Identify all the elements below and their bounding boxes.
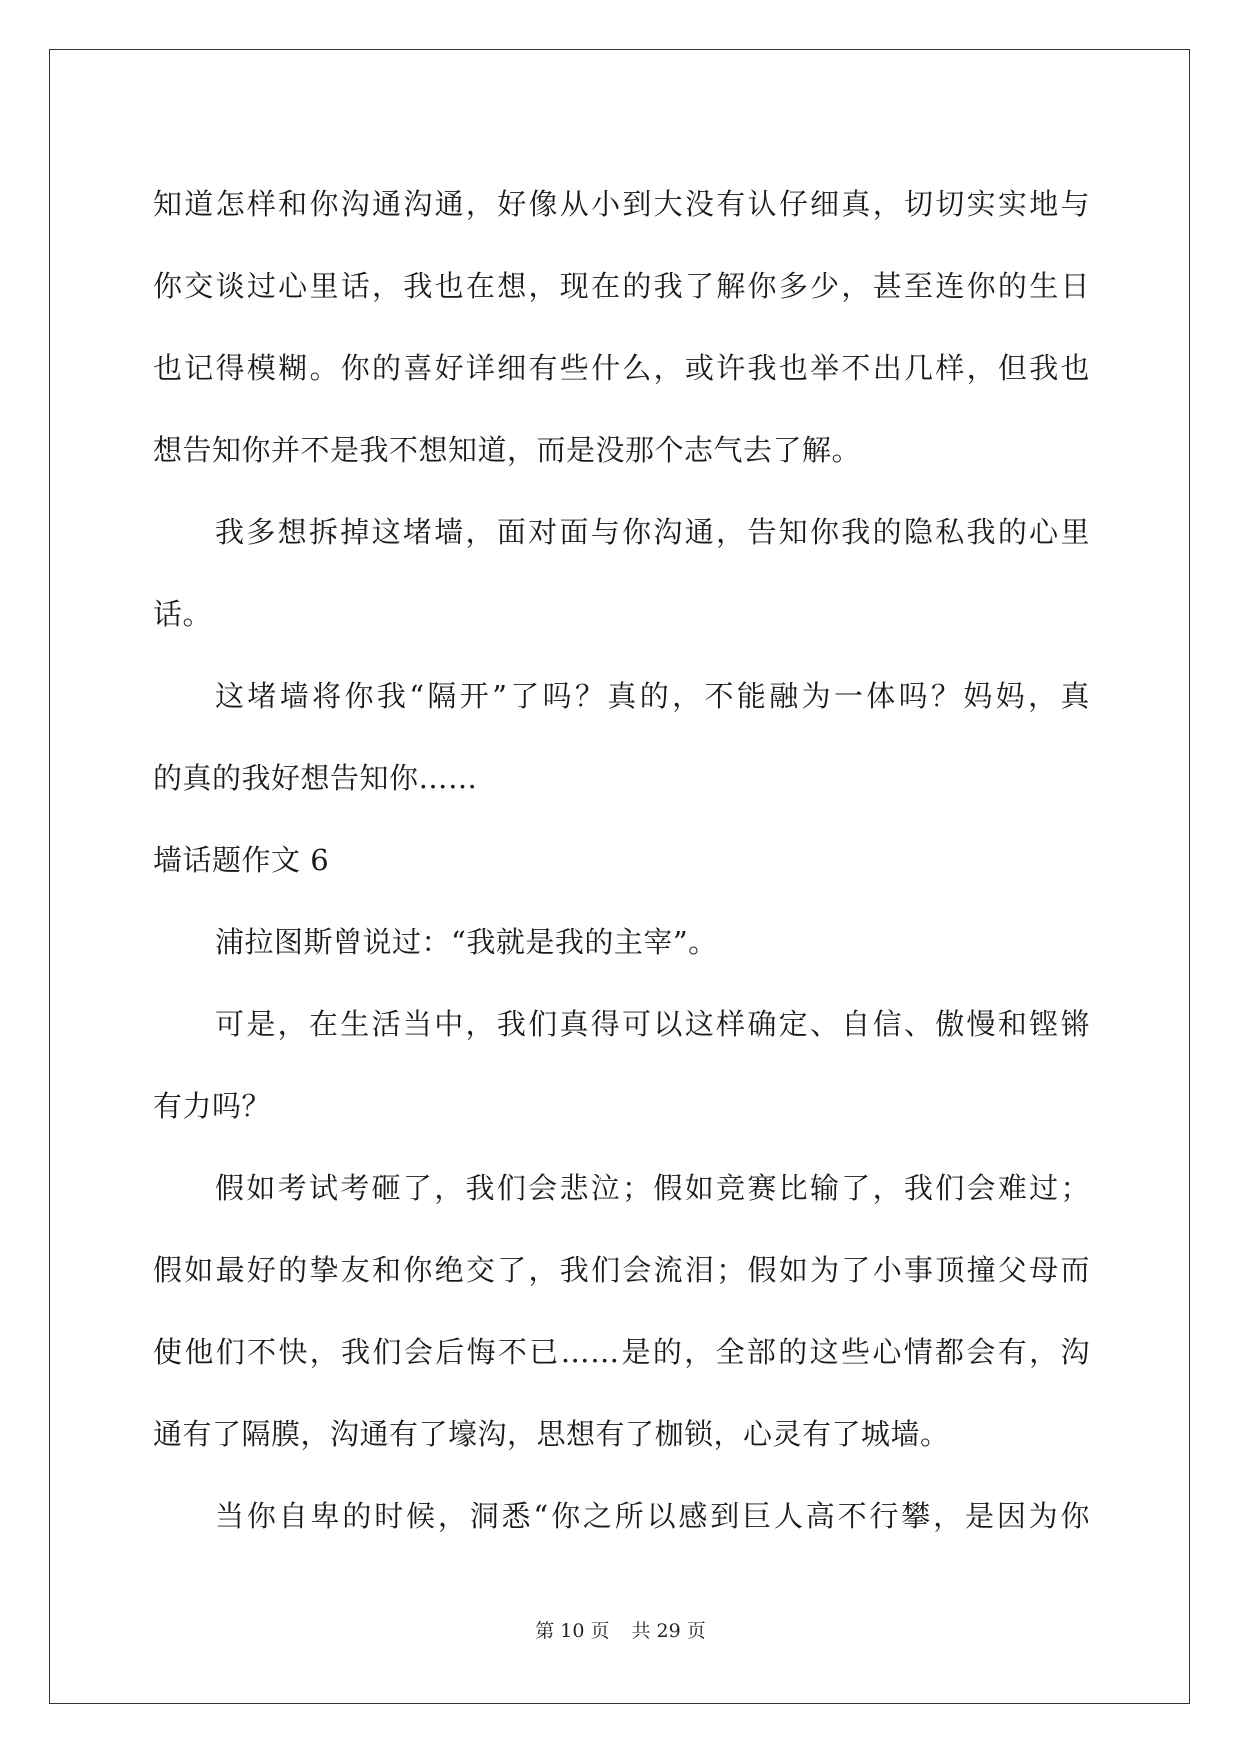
page-number: 第 10 页	[535, 1620, 610, 1642]
text-line: 当你自卑的时候，洞悉“你之所以感到巨人高不行攀，是因为你	[215, 1499, 1090, 1533]
text-line: 知道怎样和你沟通沟通，好像从小到大没有认仔细真，切切实实地与	[153, 187, 1090, 221]
document-body	[153, 163, 1090, 1557]
text-line: 这堵墙将你我“隔开”了吗？真的，不能融为一体吗？妈妈，真	[215, 679, 1090, 713]
text-line: 也记得模糊。你的喜好详细有些什么，或许我也举不出几样，但我也	[153, 351, 1090, 385]
text-line: 你交谈过心里话，我也在想，现在的我了解你多少，甚至连你的生日	[153, 269, 1090, 303]
page-footer	[0, 1616, 1241, 1643]
text-line: 假如考试考砸了，我们会悲泣；假如竞赛比输了，我们会难过；	[215, 1171, 1090, 1205]
text-line: 的真的我好想告知你……	[153, 761, 478, 795]
text-line: 墙话题作文 6	[153, 843, 330, 877]
text-line: 假如最好的挚友和你绝交了，我们会流泪；假如为了小事顶撞父母而	[153, 1253, 1090, 1287]
text-line: 浦拉图斯曾说过：“我就是我的主宰”。	[215, 925, 718, 959]
text-line: 想告知你并不是我不想知道，而是没那个志气去了解。	[153, 433, 862, 467]
page-total: 共 29 页	[631, 1620, 706, 1642]
text-line: 使他们不快，我们会后悔不已……是的，全部的这些心情都会有，沟	[153, 1335, 1090, 1369]
text-line: 通有了隔膜，沟通有了壕沟，思想有了枷锁，心灵有了城墙。	[153, 1417, 950, 1451]
text-line: 有力吗？	[153, 1089, 272, 1123]
text-line: 可是，在生活当中，我们真得可以这样确定、自信、傲慢和铿锵	[215, 1007, 1090, 1041]
text-line: 话。	[153, 597, 213, 631]
text-line: 我多想拆掉这堵墙，面对面与你沟通，告知你我的隐私我的心里	[215, 515, 1090, 549]
